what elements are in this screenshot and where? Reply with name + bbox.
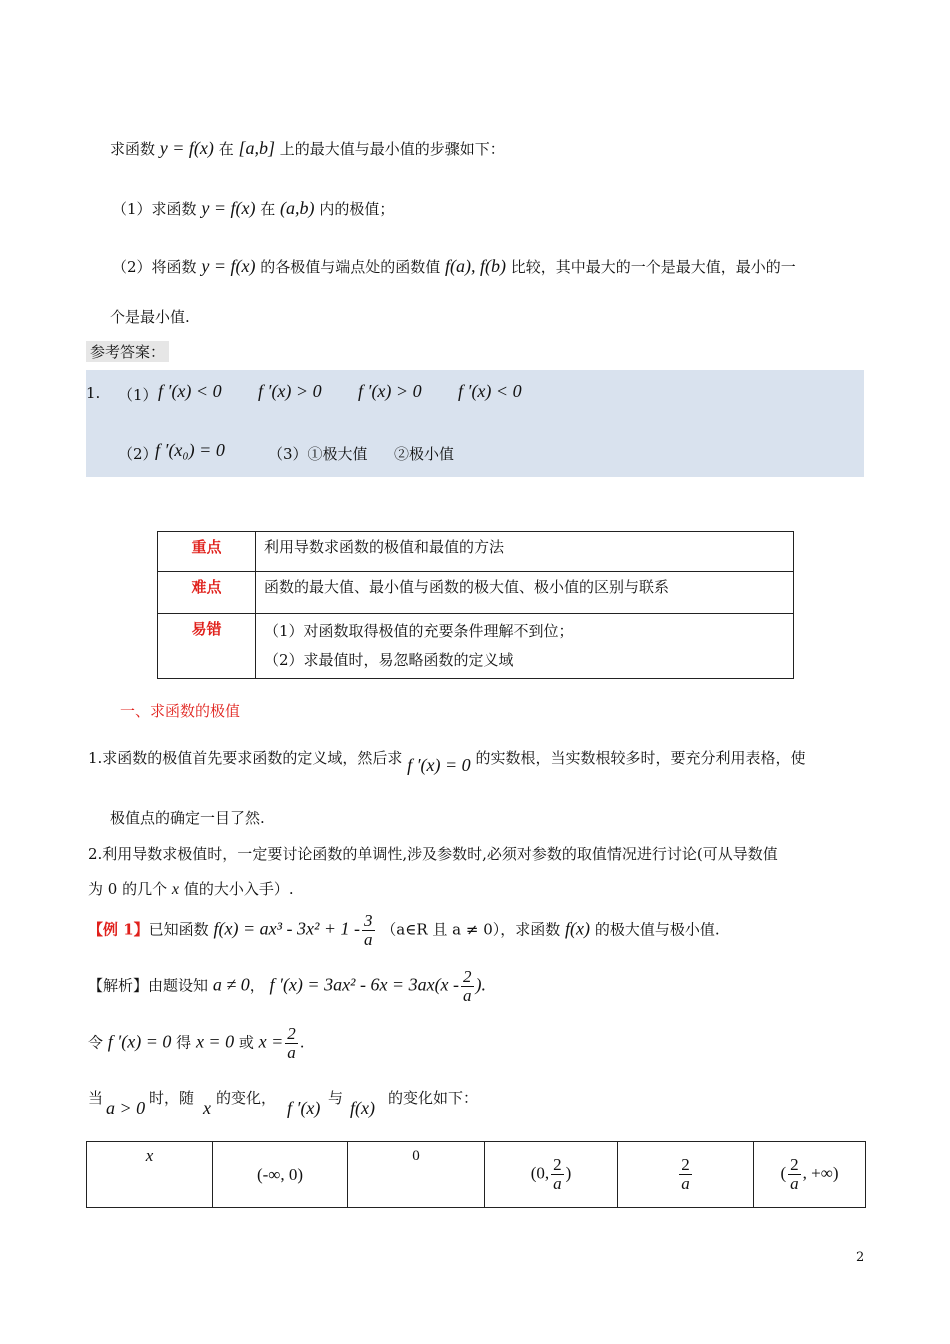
key-text-difficulty: 函数的最大值、最小值与函数的极大值、极小值的区别与联系 <box>256 572 794 614</box>
solution-text-1: 由题设知 <box>148 976 209 995</box>
step2-text-3: 比较，其中最大的一个是最大值，最小的一 <box>510 258 796 276</box>
example-frac-num: 3 <box>364 911 373 930</box>
section-para-1 <box>88 747 806 775</box>
para1-text-1: 1.求函数的极值首先要求函数的定义域，然后求 <box>88 749 403 767</box>
cell3-close: ) <box>565 1163 572 1183</box>
line2-math-3: x = <box>258 1031 284 1052</box>
answer-row2-item-1: （3）①极大值 <box>268 445 368 463</box>
pitfall-line-2: （2）求最值时，易忽略函数的定义域 <box>264 651 514 669</box>
intro-text-1: 求函数 <box>110 140 156 158</box>
solution-line-1 <box>88 968 486 1005</box>
para2-text-4: 值的大小入手）. <box>183 880 294 898</box>
solution-line-2 <box>88 1025 305 1062</box>
line2-text-3: 或 <box>238 1033 254 1052</box>
intro-text-3: 上的最大值与最小值的步骤如下： <box>279 140 505 158</box>
intro-math-2: [a,b] <box>238 138 276 158</box>
example-fraction <box>362 912 375 949</box>
solution-line-3-math-4: f(x) <box>350 1098 375 1118</box>
solution-close: ). <box>475 974 487 995</box>
example-frac-den: a <box>364 929 373 949</box>
example-text-3: 的极大值与极小值. <box>594 920 720 939</box>
cell3-open: (0, <box>530 1163 550 1183</box>
answer-row1-item-2: f ′(x) > 0 <box>258 381 322 401</box>
solution-line-3-text-2: 时，随 <box>149 1089 195 1107</box>
answer-row2-math: f ′(x₀) = 0 <box>155 440 225 460</box>
key-label-pitfall: 易错 <box>158 614 256 679</box>
cell5-open: ( <box>780 1163 787 1183</box>
para2-math: x <box>171 881 180 898</box>
solution-line-3-text-1: 当 <box>88 1089 104 1107</box>
step1-math-1: y = f(x) <box>201 198 256 218</box>
cell5-num: 2 <box>790 1155 799 1175</box>
example-text-2: ，求函数 <box>500 920 561 939</box>
section-para-2: 2.利用导数求极值时，一定要讨论函数的单调性,涉及参数时,必须对参数的取值情况进行讨论(可从导数值 <box>88 845 778 863</box>
para1-math: f ′(x) = 0 <box>407 755 471 775</box>
step1-text-1: （1）求函数 <box>112 200 197 218</box>
step1-math-2: (a,b) <box>280 198 315 218</box>
table-row <box>158 614 794 679</box>
step-2-cont: 个是最小值. <box>110 308 190 326</box>
table-row <box>158 532 794 572</box>
solution-math-1: a ≠ 0 <box>212 974 250 995</box>
solution-line-3-math-1: a > 0 <box>106 1098 146 1118</box>
answer-heading: 参考答案： <box>86 341 169 362</box>
key-label-focus: 重点 <box>158 532 256 572</box>
step1-text-2: 在 <box>260 200 276 218</box>
solution-math-2: f ′(x) = 3ax² - 6x = 3ax(x - <box>269 974 460 995</box>
variation-table <box>86 1141 866 1208</box>
solution-tag: 【解析】 <box>88 976 149 995</box>
step2-text-2: 的各极值与端点处的函数值 <box>260 258 441 276</box>
example-condition: （a∈R 且 a ≠ 0） <box>381 920 501 939</box>
para1-text-2: 的实数根，当实数根较多时，要充分利用表格，使 <box>475 749 806 767</box>
solution-frac-den: a <box>463 985 472 1005</box>
answer-row2-label: （2） <box>118 445 158 463</box>
line2-text-1: 令 <box>88 1033 104 1052</box>
example-tag: 【例 1】 <box>88 920 149 939</box>
para2-text-2: 0 <box>107 880 118 898</box>
para2-text-3: 的几个 <box>122 880 168 898</box>
table-cell-neg-inf-0: (-∞, 0) <box>213 1142 348 1208</box>
step2-math-1: y = f(x) <box>201 256 256 276</box>
solution-line-3-text-4: 与 <box>328 1089 344 1107</box>
example-function-2: f(x) <box>565 918 591 939</box>
page-number: 2 <box>856 1250 865 1265</box>
line2-math-1: f ′(x) = 0 <box>107 1031 172 1052</box>
section-para-1-cont: 极值点的确定一目了然. <box>110 809 265 827</box>
step2-text-1: （2）将函数 <box>112 258 197 276</box>
answer-row2-item-2: ②极小值 <box>394 445 455 463</box>
example-text-1: 已知函数 <box>148 920 209 939</box>
table-cell-zero: 0 <box>348 1142 485 1208</box>
table-cell-2a <box>618 1142 754 1208</box>
solution-line-3-text-5: 的变化如下： <box>388 1089 479 1107</box>
table-row <box>87 1142 866 1208</box>
para2-text-1: 为 <box>88 880 104 898</box>
step-1 <box>112 198 394 219</box>
table-cell-x: x <box>87 1142 213 1208</box>
cell4-fraction <box>679 1156 692 1193</box>
cell5-close: , +∞) <box>802 1163 839 1183</box>
table-cell-2a-inf <box>754 1142 866 1208</box>
steps-intro <box>110 138 505 159</box>
intro-math-1: y = f(x) <box>159 138 214 158</box>
key-label-difficulty: 难点 <box>158 572 256 614</box>
intro-text-2: 在 <box>218 140 234 158</box>
line2-text-2: 得 <box>176 1033 192 1052</box>
answer-row1-item-4: f ′(x) < 0 <box>458 381 522 401</box>
key-points-table <box>157 531 794 679</box>
solution-frac-num: 2 <box>463 967 472 986</box>
solution-line-3-math-2: x <box>203 1098 211 1118</box>
answer-row1-item-1: f ′(x) < 0 <box>158 381 222 401</box>
answer-number: 1. <box>86 384 101 402</box>
solution-line-3-text-3: 的变化， <box>216 1089 277 1107</box>
cell5-den: a <box>790 1174 799 1193</box>
cell3-num: 2 <box>553 1155 562 1175</box>
line2-end: . <box>299 1033 305 1052</box>
step1-text-3: 内的极值； <box>319 200 395 218</box>
cell3-fraction <box>551 1156 564 1193</box>
section-title: 一、求函数的极值 <box>120 702 241 720</box>
cell4-den: a <box>681 1174 690 1193</box>
pitfall-line-1: （1）对函数取得极值的充要条件理解不到位； <box>264 622 574 640</box>
example-function: f(x) = ax³ - 3x² + 1 - <box>213 918 360 939</box>
step2-math-2: f(a), f(b) <box>445 256 507 276</box>
section-para-2-cont <box>88 878 294 899</box>
line2-frac-num: 2 <box>287 1024 296 1043</box>
answer-row1-item-3: f ′(x) > 0 <box>358 381 422 401</box>
cell5-fraction <box>788 1156 801 1193</box>
solution-fraction <box>461 968 474 1005</box>
cell4-num: 2 <box>681 1155 690 1175</box>
key-text-pitfall <box>256 614 794 679</box>
cell3-den: a <box>553 1174 562 1193</box>
line2-frac-den: a <box>287 1042 296 1062</box>
line2-math-2: x = 0 <box>195 1031 235 1052</box>
solution-line-3-math-3: f ′(x) <box>287 1098 321 1118</box>
solution-sep: ， <box>249 976 265 995</box>
key-text-focus: 利用导数求函数的极值和最值的方法 <box>256 532 794 572</box>
step-2 <box>112 256 796 277</box>
line2-fraction <box>285 1025 298 1062</box>
example-1 <box>88 912 720 949</box>
answer-row1-label: （1） <box>118 386 158 404</box>
table-row <box>158 572 794 614</box>
table-cell-0-2a <box>485 1142 618 1208</box>
